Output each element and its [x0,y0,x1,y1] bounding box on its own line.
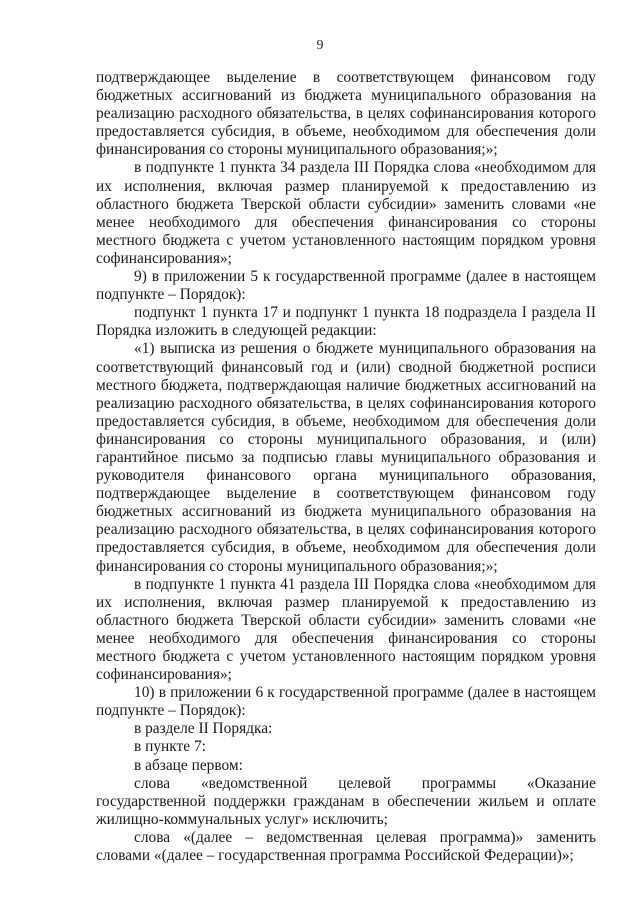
paragraph-2: в подпункте 1 пункта 34 раздела III Порядка слова «необходимом для их исполнения, включая размер планируемой к предоставлению из областного бюджета Тверской области субсидии» заменить словами «не менее необходимого для обеспечения финансирования со стороны местного бюджета с учетом установленного настоящим порядком уровня софинансирования»; [96,159,596,267]
paragraph-3: 9) в приложении 5 к государственной программе (далее в настоящем подпункте – Порядок): [96,268,596,304]
paragraph-8: в разделе II Порядка: [134,720,273,738]
paragraph-9: в пункте 7: [134,738,206,756]
document-body [96,69,596,865]
paragraph-11: слова «ведомственной целевой программы «Оказание государственной поддержки гражданам в обеспечении жильем и оплате жилищно-коммунальных услуг» исключить; [96,774,596,828]
paragraph-12: слова «(далее – ведомственная целевая программа)» заменить словами «(далее – государственная программа Российской Федерации)»; [96,828,596,865]
paragraph-5: «1) выписка из решения о бюджете муниципального образования на соответствующий финансовый год и (или) сводной бюджетной росписи местного бюджета, подтверждающая наличие бюджетных ассигнований на реализацию расходного обязательства, в целях софинансирования которого предоставляется субсидия, в объеме, необходимом для обеспечения доли финансирования со стороны муниципального образования, и (или) гарантийное письмо за подписью главы муниципального образования и руководителя финансового органа муниципального образования, подтверждающее выделение в соответствующем финансовом году бюджетных ассигнований из бюджета муниципального образования на реализацию расходного обязательства, в целях софинансирования которого предоставляется субсидия, в объеме, необходимом для обеспечения доли финансирования со стороны муниципального образования;»; [96,340,596,575]
paragraph-10: в абзаце первом: [134,756,243,774]
paragraph-6: в подпункте 1 пункта 41 раздела III Порядка слова «необходимом для их исполнения, включая размер планируемой к предоставлению из областного бюджета Тверской области субсидии» заменить словами «не менее необходимого для обеспечения финансирования со стороны местного бюджета с учетом установленного настоящим порядком уровня софинансирования»; [96,575,596,684]
paragraph-4: подпункт 1 пункта 17 и подпункт 1 пункта 18 подраздела I раздела II Порядка изложить в следующей редакции: [96,304,596,340]
page-number: 9 [316,38,324,53]
paragraph-7: 10) в приложении 6 к государственной программе (далее в настоящем подпункте – Порядок): [96,684,596,720]
paragraph-1: подтверждающее выделение в соответствующем финансовом году бюджетных ассигнований из бюджета муниципального образования на реализацию расходного обязательства, в целях софинансирования которого предоставляется субсидия, в объеме, необходимом для обеспечения доли финансирования со стороны муниципального образования;»; [96,69,596,159]
